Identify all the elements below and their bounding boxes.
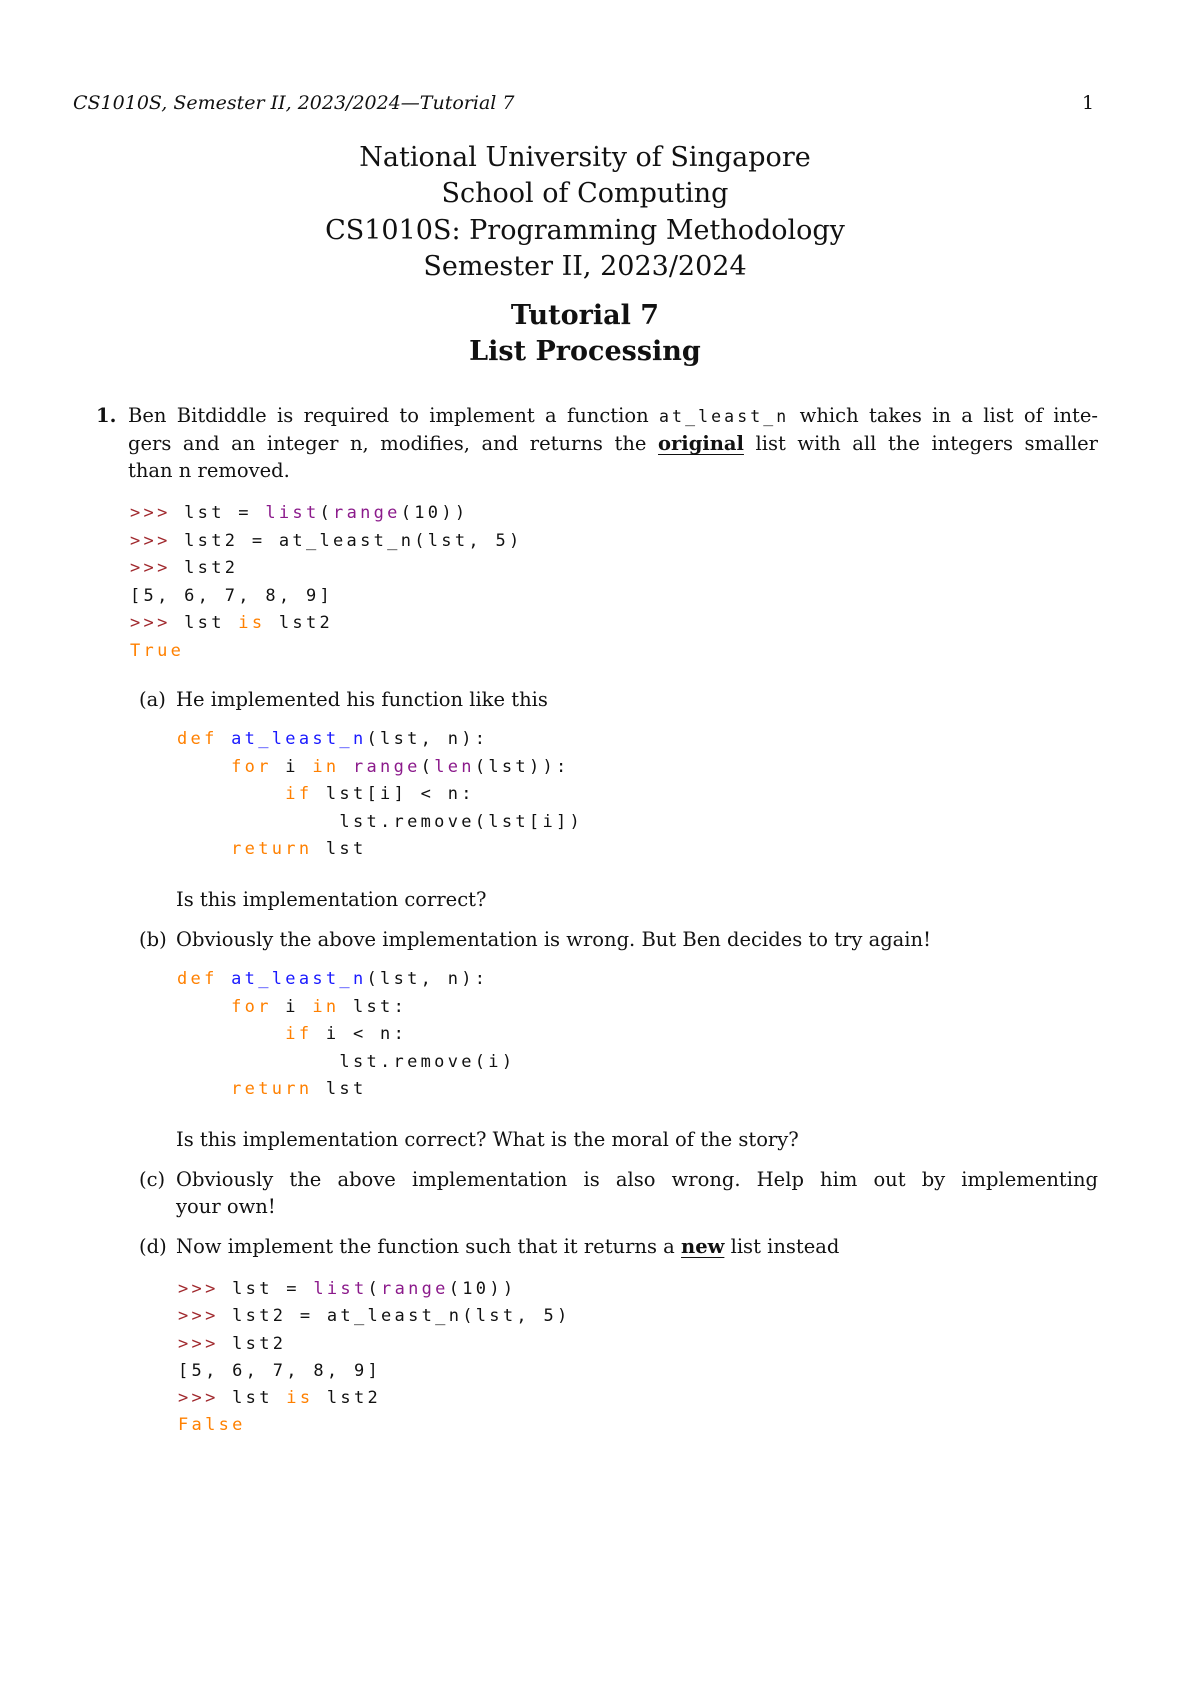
code-token-prompt: >>> [130, 558, 185, 578]
code-token-plain: lst2 = at_least_n(lst, 5) [184, 530, 523, 551]
part-d-label: (d) [139, 1235, 167, 1258]
code-token-fn: at_least_n [231, 729, 367, 749]
code-token-prompt: >>> [178, 1388, 233, 1409]
code-line [130, 500, 523, 528]
question-line-2 [128, 431, 1098, 457]
code-token-plain: lst2 [265, 613, 334, 633]
school-name: School of Computing [441, 178, 729, 209]
code-token-plain: (10)) [400, 503, 469, 523]
code-token-prompt: >>> [178, 1333, 233, 1354]
code-token-plain: lst: [339, 996, 408, 1017]
part-b-question: Is this implementation correct? What is the moral of the story? [176, 1128, 799, 1151]
part-b-text: Obviously the above implementation is wrong. But Ben decides to try again! [176, 928, 931, 951]
code-token-plain [339, 757, 353, 777]
code-line [177, 836, 583, 864]
code-token-plain: lst.remove(lst[i]) [177, 811, 584, 832]
code-implementation-a [177, 726, 583, 864]
part-c-label: (c) [139, 1168, 166, 1191]
text: gers and an integer n, modifies, and returns the [128, 432, 658, 455]
part-a-label: (a) [139, 688, 166, 711]
code-token-plain: lst [232, 1388, 287, 1409]
code-token-plain: [5, 6, 7, 8, 9] [130, 585, 334, 606]
code-token-plain [177, 784, 285, 804]
code-token-kw: def [177, 729, 232, 749]
code-token-kw: is [238, 613, 266, 633]
code-token-plain: i [271, 756, 313, 777]
part-c-text-2: your own! [176, 1195, 276, 1218]
code-token-builtin: range [352, 756, 421, 777]
code-token-kw: in [312, 996, 340, 1017]
code-line [177, 1076, 515, 1104]
text: list instead [724, 1235, 840, 1258]
code-line [178, 1412, 571, 1439]
code-token-plain: lst [312, 1079, 367, 1099]
code-token-plain: lst.remove(i) [177, 1051, 516, 1072]
emphasis: new [681, 1235, 725, 1258]
code-line [177, 781, 583, 809]
part-d-text [176, 1234, 839, 1260]
code-token-plain [177, 997, 231, 1017]
code-token-plain: [5, 6, 7, 8, 9] [178, 1360, 382, 1381]
code-line [178, 1276, 571, 1303]
code-token-kw: in [312, 756, 340, 777]
code-token-plain: i [271, 996, 313, 1017]
code-line [178, 1303, 571, 1330]
code-token-builtin: range [381, 1279, 449, 1299]
code-token-kw: if [285, 1024, 313, 1044]
code-token-plain: (lst, n): [366, 729, 489, 749]
tutorial-title: Tutorial 7 [510, 300, 660, 331]
part-b-label: (b) [139, 928, 167, 951]
part-c-text-1: Obviously the above implementation is also wrong. Help him out by implementing [176, 1168, 1098, 1191]
code-line [130, 583, 523, 611]
code-line [130, 555, 523, 583]
topic-title: List Processing [469, 336, 701, 367]
code-token-plain: lst [312, 839, 367, 859]
course-title: CS1010S: Programming Methodology [325, 215, 845, 246]
code-token-kw: return [231, 839, 313, 859]
code-token-plain: (lst, n): [366, 969, 489, 989]
code-token-plain: lst = [232, 1279, 314, 1299]
code-token-prompt: >>> [130, 613, 185, 633]
code-implementation-b [177, 966, 515, 1104]
text: which takes in a list of inte- [789, 404, 1098, 427]
code-line [177, 1049, 515, 1077]
code-token-plain [177, 839, 231, 859]
code-token-kw: False [178, 1415, 246, 1436]
code-line [177, 809, 583, 837]
question-line-1 [128, 403, 1098, 430]
code-line [177, 966, 515, 994]
code-token-kw: return [231, 1079, 313, 1099]
text: list with all the integers smaller [743, 432, 1098, 455]
code-token-plain: lst = [184, 503, 266, 523]
code-token-plain: lst2 = at_least_n(lst, 5) [232, 1306, 571, 1327]
code-token-builtin: list [265, 503, 320, 523]
code-line [178, 1358, 571, 1385]
question-number: 1. [96, 404, 117, 427]
code-line [130, 638, 523, 666]
code-token-plain: (10)) [448, 1279, 517, 1299]
code-example-1 [130, 500, 523, 665]
emphasis: original [658, 432, 744, 455]
part-a-question: Is this implementation correct? [176, 888, 487, 911]
inline-code: at_least_n [659, 407, 790, 426]
code-token-kw: for [231, 756, 272, 777]
code-token-plain: ( [420, 756, 435, 777]
code-token-builtin: range [333, 503, 401, 523]
code-line [177, 994, 515, 1022]
code-line [177, 1021, 515, 1049]
code-token-prompt: >>> [178, 1279, 233, 1299]
page-number: 1 [1082, 92, 1095, 114]
code-line [130, 610, 523, 638]
code-token-plain: (lst)): [474, 756, 570, 777]
code-token-plain [177, 1024, 285, 1044]
code-token-plain [177, 757, 231, 777]
code-token-fn: at_least_n [231, 969, 367, 989]
code-token-plain: i < n: [312, 1024, 408, 1044]
university-name: National University of Singapore [359, 142, 811, 173]
question-line-3: than n removed. [128, 459, 290, 482]
code-token-builtin: len [434, 756, 475, 777]
code-line [178, 1385, 571, 1412]
code-example-2 [178, 1276, 571, 1440]
code-token-kw: if [285, 784, 313, 804]
code-token-plain: ( [319, 503, 334, 523]
code-token-builtin: list [313, 1279, 368, 1299]
code-token-plain: lst2 [232, 1333, 287, 1354]
code-token-plain: lst [184, 613, 239, 633]
code-token-kw: is [286, 1388, 314, 1409]
code-token-plain: ( [367, 1279, 382, 1299]
code-line [177, 754, 583, 782]
code-token-kw: for [231, 996, 272, 1017]
code-token-plain [177, 1079, 231, 1099]
text: Now implement the function such that it returns a [176, 1235, 682, 1258]
code-token-plain: lst[i] < n: [312, 784, 475, 804]
code-line [130, 528, 523, 556]
code-token-prompt: >>> [130, 503, 185, 523]
code-token-plain: lst2 [184, 558, 239, 578]
code-token-prompt: >>> [130, 530, 185, 551]
code-token-prompt: >>> [178, 1306, 233, 1327]
code-line [178, 1331, 571, 1358]
text: Ben Bitdiddle is required to implement a function [128, 404, 659, 427]
code-token-plain: lst2 [313, 1388, 382, 1409]
code-token-kw: def [177, 969, 232, 989]
part-a-text: He implemented his function like this [176, 688, 548, 711]
code-token-kw: True [130, 640, 185, 661]
running-header: CS1010S, Semester II, 2023/2024—Tutorial 7 [73, 92, 515, 114]
semester: Semester II, 2023/2024 [423, 251, 747, 282]
code-line [177, 726, 583, 754]
